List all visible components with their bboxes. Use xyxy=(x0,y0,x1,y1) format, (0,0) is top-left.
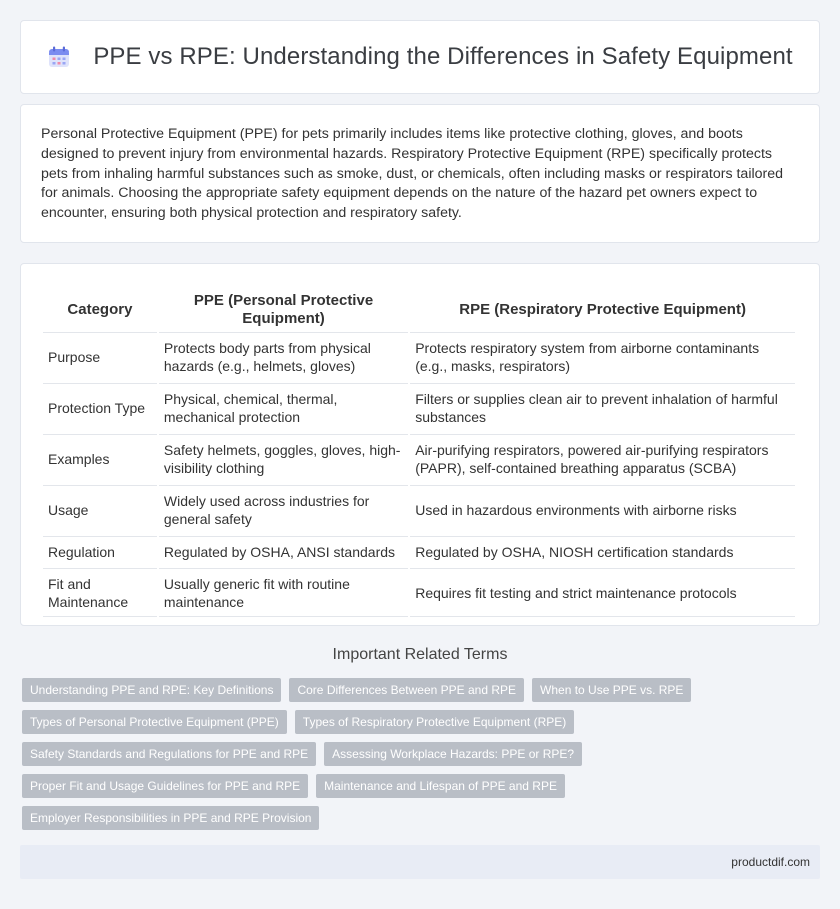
row-rpe: Air-purifying respirators, powered air-purifying respirators (PAPR), self-contained breathing apparatus (SCBA) xyxy=(410,434,795,483)
row-category: Protection Type xyxy=(43,383,157,432)
footer-site-link[interactable]: productdif.com xyxy=(731,855,810,869)
table-row xyxy=(43,536,795,566)
row-ppe: Physical, chemical, thermal, mechanical protection xyxy=(159,383,408,432)
row-category: Fit and Maintenance xyxy=(43,568,157,617)
table-row xyxy=(43,434,795,483)
footer xyxy=(20,845,820,879)
row-rpe: Protects respiratory system from airborne contaminants (e.g., masks, respirators) xyxy=(410,332,795,381)
related-term-tag[interactable]: Assessing Workplace Hazards: PPE or RPE? xyxy=(324,742,582,766)
related-term-tag[interactable]: Safety Standards and Regulations for PPE and RPE xyxy=(22,742,316,766)
related-terms-list xyxy=(22,678,818,838)
table-row xyxy=(43,383,795,432)
table-row xyxy=(43,332,795,381)
related-term-tag[interactable]: Types of Respiratory Protective Equipment (RPE) xyxy=(295,710,574,734)
row-category: Usage xyxy=(43,485,157,534)
header-rpe: RPE (Respiratory Protective Equipment) xyxy=(459,301,746,318)
table-row xyxy=(43,568,795,617)
related-term-tag[interactable]: Core Differences Between PPE and RPE xyxy=(289,678,524,702)
page-title: PPE vs RPE: Understanding the Differences in Safety Equipment xyxy=(93,43,793,70)
intro-paragraph: Personal Protective Equipment (PPE) for pets primarily includes items like protective clothing, gloves, and boots designed to prevent injury from environmental hazards. Respiratory Protective Equipment (RPE) specifically protects pets from inhaling harmful substances such as smoke, dust, or chemicals, often including masks or respirators tailored for animals. Choosing the appropriate safety equipment depends on the nature of the hazard pet owners expect to encounter, ensuring both physical protection and respiratory safety. xyxy=(41,126,784,222)
header-ppe: PPE (Personal Protective Equipment) xyxy=(193,292,374,327)
row-ppe: Regulated by OSHA, ANSI standards xyxy=(159,536,408,566)
comparison-table xyxy=(41,284,797,619)
row-ppe: Usually generic fit with routine maintenance xyxy=(159,568,408,617)
intro-card xyxy=(20,104,820,243)
header-category: Category xyxy=(67,301,133,318)
row-ppe: Safety helmets, goggles, gloves, high-visibility clothing xyxy=(159,434,408,483)
related-term-tag[interactable]: When to Use PPE vs. RPE xyxy=(532,678,691,702)
related-term-tag[interactable]: Employer Responsibilities in PPE and RPE Provision xyxy=(22,806,319,830)
row-category: Examples xyxy=(43,434,157,483)
calendar-icon xyxy=(47,45,71,69)
related-term-tag[interactable]: Understanding PPE and RPE: Key Definitions xyxy=(22,678,281,702)
related-term-tag[interactable]: Maintenance and Lifespan of PPE and RPE xyxy=(316,774,565,798)
row-ppe: Widely used across industries for general safety xyxy=(159,485,408,534)
related-term-tag[interactable]: Types of Personal Protective Equipment (PPE) xyxy=(22,710,287,734)
row-category: Regulation xyxy=(43,536,157,566)
row-rpe: Regulated by OSHA, NIOSH certification standards xyxy=(410,536,795,566)
table-row xyxy=(43,485,795,534)
row-rpe: Used in hazardous environments with airborne risks xyxy=(410,485,795,534)
related-terms-title: Important Related Terms xyxy=(332,646,508,663)
title-wrap xyxy=(47,43,792,71)
header-card xyxy=(20,20,820,94)
comparison-card xyxy=(20,263,820,626)
related-term-tag[interactable]: Proper Fit and Usage Guidelines for PPE and RPE xyxy=(22,774,308,798)
row-ppe: Protects body parts from physical hazards (e.g., helmets, gloves) xyxy=(159,332,408,381)
row-rpe: Filters or supplies clean air to prevent inhalation of harmful substances xyxy=(410,383,795,432)
row-category: Purpose xyxy=(43,332,157,381)
table-header-row xyxy=(43,286,795,330)
row-rpe: Requires fit testing and strict maintenance protocols xyxy=(410,568,795,617)
